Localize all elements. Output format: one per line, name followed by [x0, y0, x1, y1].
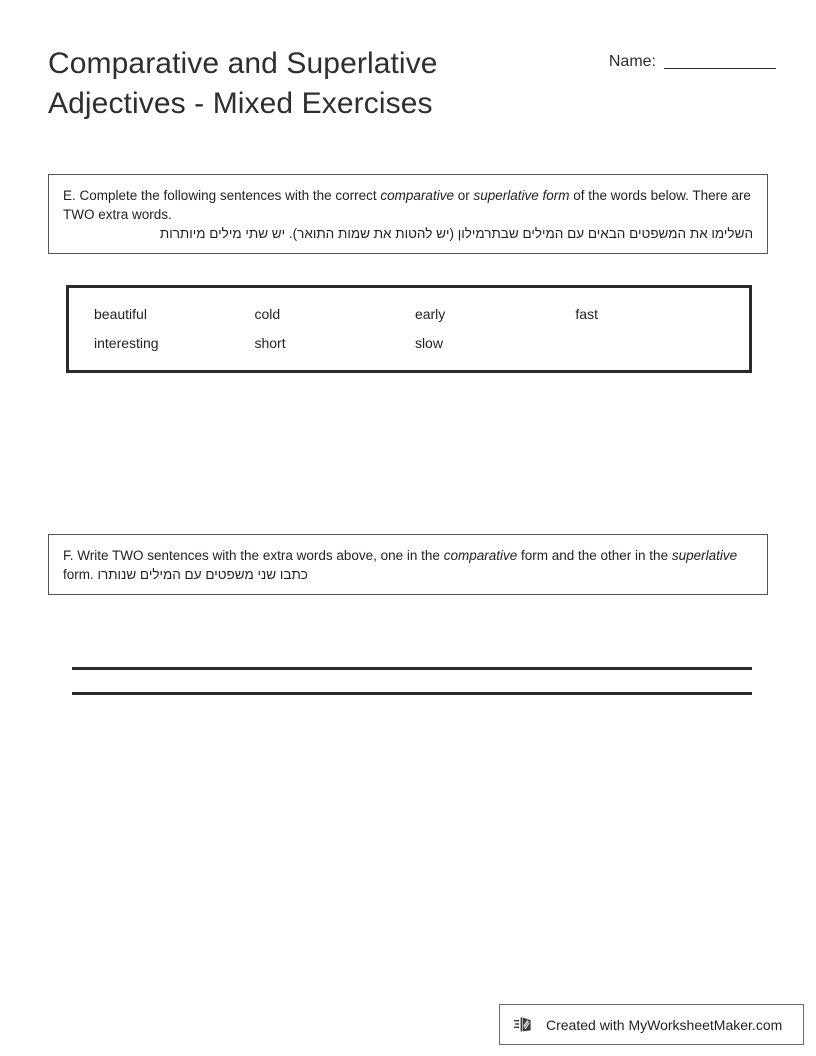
- footer-attribution-text: Created with MyWorksheetMaker.com: [546, 1016, 783, 1033]
- exercise-e-emphasis-comparative: comparative: [380, 188, 454, 203]
- exercise-f-emphasis-comparative: comparative: [443, 548, 518, 563]
- worksheet-maker-logo-icon: [514, 1014, 536, 1036]
- page-title-line-2: Adjectives - Mixed Exercises: [48, 87, 433, 120]
- answer-writing-line-2[interactable]: [72, 692, 752, 695]
- exercise-f-emphasis-superlative: superlative: [671, 548, 738, 563]
- exercise-f-text-1: F. Write TWO sentences with the extra words above, one in the: [63, 548, 444, 563]
- exercise-e-emphasis-superlative: superlative form: [473, 188, 570, 203]
- exercise-f-instruction-text: [63, 546, 753, 584]
- exercise-f-instruction-hebrew: כתבו שני משפטים עם המילים שנותרו: [97, 567, 308, 582]
- word-bank-box: [66, 285, 752, 373]
- exercise-e-instruction-hebrew: השלימו את המשפטים הבאים עם המילים שבתרמילון (יש להטות את שמות התואר). יש שתי מילים מיותרות: [159, 226, 753, 241]
- word-bank-row: [94, 328, 724, 357]
- word-bank-inner: [69, 298, 749, 358]
- exercise-e-text-2: or: [453, 188, 474, 203]
- word-bank-word: slow: [414, 334, 443, 351]
- word-bank-word: short: [254, 334, 286, 351]
- word-bank-word: fast: [575, 305, 598, 322]
- name-input-line[interactable]: [664, 68, 776, 69]
- page-title-line-1: Comparative and Superlative: [48, 47, 438, 80]
- word-bank-word: cold: [254, 305, 281, 322]
- exercise-f-text-3: form.: [63, 567, 98, 582]
- exercise-e-text-3: of the words below. There are TWO extra words.: [63, 188, 751, 222]
- name-field-group: [609, 52, 776, 72]
- exercise-e-instruction-box: [48, 174, 768, 254]
- word-bank-word: beautiful: [94, 305, 147, 322]
- exercise-f-instruction-box: [48, 534, 768, 595]
- word-bank-word: early: [414, 305, 446, 322]
- word-bank-word: interesting: [94, 334, 159, 351]
- footer-attribution-badge: [499, 1004, 804, 1045]
- page-title: [48, 44, 568, 124]
- name-label: Name:: [608, 53, 656, 70]
- exercise-f-text-2: form and the other in the: [517, 548, 672, 563]
- word-bank-row: [94, 299, 724, 328]
- answer-writing-line-1[interactable]: [72, 667, 752, 670]
- worksheet-header: [48, 44, 776, 140]
- exercise-e-text-1: E. Complete the following sentences with the correct: [63, 188, 381, 203]
- exercise-e-instruction-english: [63, 186, 753, 224]
